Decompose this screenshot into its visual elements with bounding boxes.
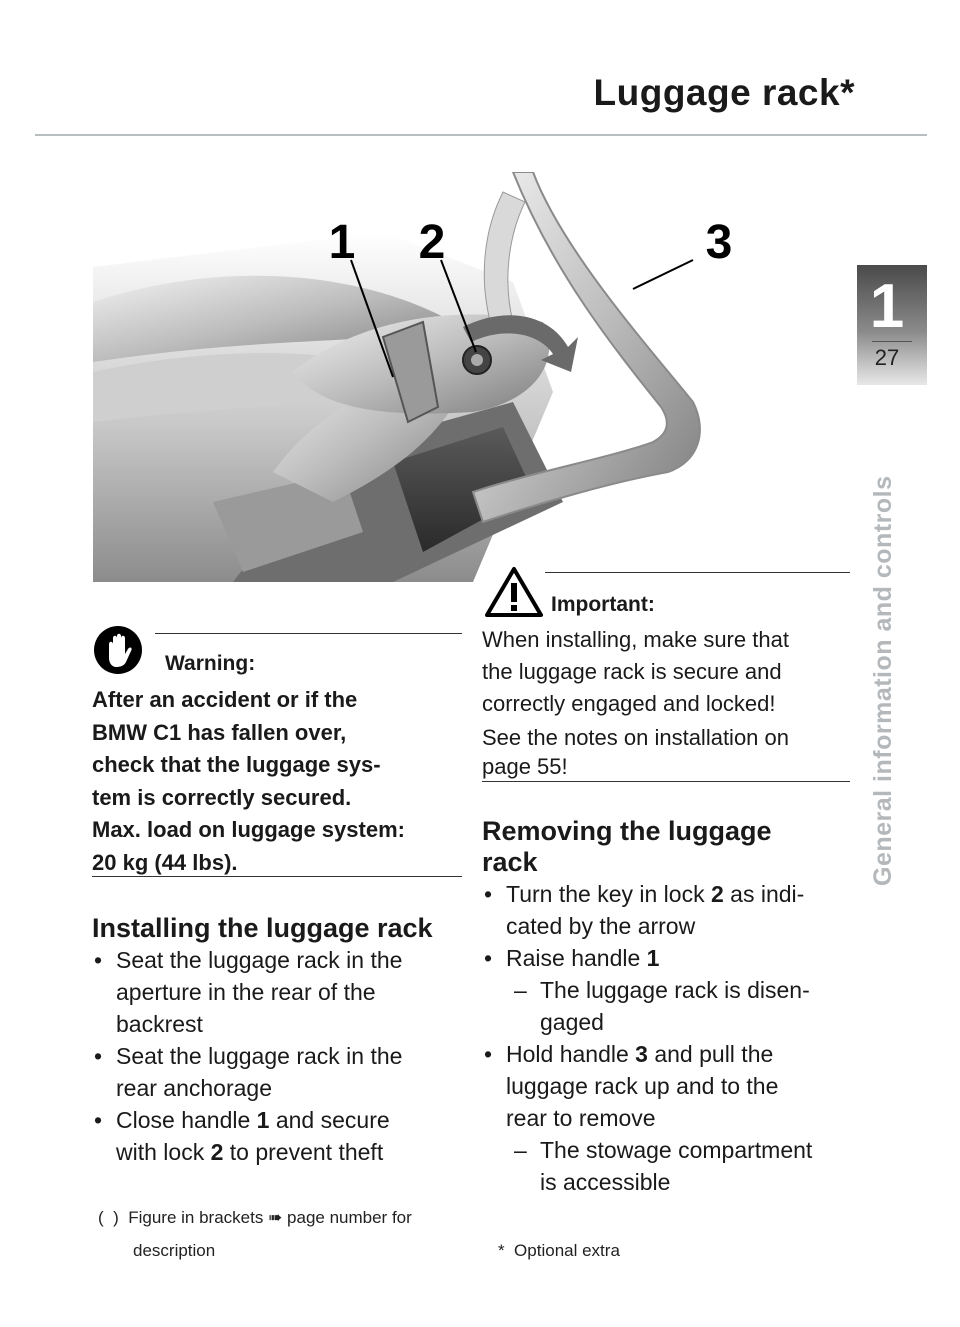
list-text: cated by the arrow	[506, 913, 696, 939]
warning-line: 20 kg (44 lbs).	[92, 849, 238, 875]
list-item	[482, 1038, 857, 1134]
ref-number: 2	[210, 1139, 224, 1165]
list-text: as indi-	[723, 881, 805, 907]
page-title: Luggage rack*	[593, 72, 855, 113]
warning-bottom-rule	[92, 876, 462, 877]
warning-line: check that the luggage sys-	[92, 752, 381, 777]
warning-line: After an accident or if the	[92, 687, 358, 712]
important-line: correctly engaged and locked!	[482, 691, 776, 716]
list-text: The luggage rack is disen-	[540, 977, 810, 1003]
list-text: Seat the luggage rack in the	[116, 947, 403, 973]
list-subitem	[482, 1134, 857, 1198]
list-text: aperture in the rear of the	[116, 979, 376, 1005]
optional-extra-footnote: * Optional extra	[498, 1241, 620, 1260]
install-heading: Installing the luggage rack	[92, 913, 433, 943]
install-steps	[92, 944, 467, 1168]
warning-top-rule	[155, 633, 462, 634]
brackets-footnote	[98, 1208, 412, 1228]
important-line: When installing, make sure that	[482, 627, 789, 652]
footnote-text: ( ) Figure in brackets	[98, 1208, 269, 1227]
chapter-divider	[872, 341, 912, 342]
list-text: The stowage compartment	[540, 1137, 813, 1163]
list-item	[482, 878, 857, 942]
list-item	[92, 944, 467, 1040]
remove-steps	[482, 878, 857, 1198]
list-text: is accessible	[540, 1169, 671, 1195]
list-text: and secure	[269, 1107, 390, 1133]
callout-2: 2	[418, 216, 446, 269]
warning-text	[92, 684, 467, 879]
page-number: 27	[874, 345, 900, 370]
remove-heading-line: Removing the luggage	[482, 816, 772, 846]
list-text: and pull the	[647, 1041, 774, 1067]
list-item	[482, 942, 857, 974]
warning-label: Warning:	[165, 652, 256, 675]
arrow-icon: ➠	[268, 1208, 283, 1227]
warning-line: tem is correctly secured.	[92, 784, 352, 810]
list-item	[92, 1104, 467, 1168]
stop-hand-icon	[92, 624, 152, 676]
list-text: Hold handle	[506, 1041, 636, 1067]
luggage-rack-photo	[93, 172, 853, 582]
important-line: See the notes on installation on	[482, 725, 790, 750]
important-top-rule	[545, 572, 850, 573]
list-text: backrest	[116, 1011, 203, 1037]
callout-3: 3	[705, 216, 733, 269]
ref-number: 2	[710, 881, 724, 907]
chapter-title-vertical: General information and controls	[869, 475, 897, 886]
important-bottom-rule	[482, 781, 850, 782]
ref-number: 3	[635, 1041, 648, 1067]
list-item	[92, 1040, 467, 1104]
list-text: Seat the luggage rack in the	[116, 1043, 403, 1069]
ref-number: 1	[646, 945, 660, 971]
list-text: Close handle	[116, 1107, 257, 1133]
list-text: luggage rack up and to the	[506, 1073, 779, 1099]
important-label: Important:	[551, 593, 655, 616]
list-text: to prevent theft	[223, 1139, 384, 1165]
remove-heading-line: rack	[482, 847, 538, 877]
list-text: with lock	[116, 1139, 211, 1165]
warning-line: Max. load on luggage system:	[92, 817, 405, 842]
important-line: the luggage rack is secure and	[482, 659, 782, 684]
list-text: gaged	[540, 1009, 604, 1035]
list-text: rear to remove	[506, 1105, 656, 1131]
warning-triangle-icon	[484, 566, 544, 618]
ref-number: 1	[256, 1107, 270, 1133]
brackets-footnote-cont: description	[133, 1241, 216, 1260]
list-subitem	[482, 974, 857, 1038]
important-line: page 55!	[482, 754, 568, 779]
remove-heading	[482, 816, 772, 878]
list-text: Raise handle	[506, 945, 647, 971]
list-text: Turn the key in lock	[506, 881, 711, 907]
warning-line: BMW C1 has fallen over,	[92, 719, 347, 745]
title-divider	[35, 134, 927, 136]
chapter-number: 1	[869, 272, 905, 341]
list-text: rear anchorage	[116, 1075, 272, 1101]
footnote-text: page number for	[282, 1208, 412, 1227]
important-text	[482, 624, 852, 780]
callout-1: 1	[328, 216, 356, 269]
